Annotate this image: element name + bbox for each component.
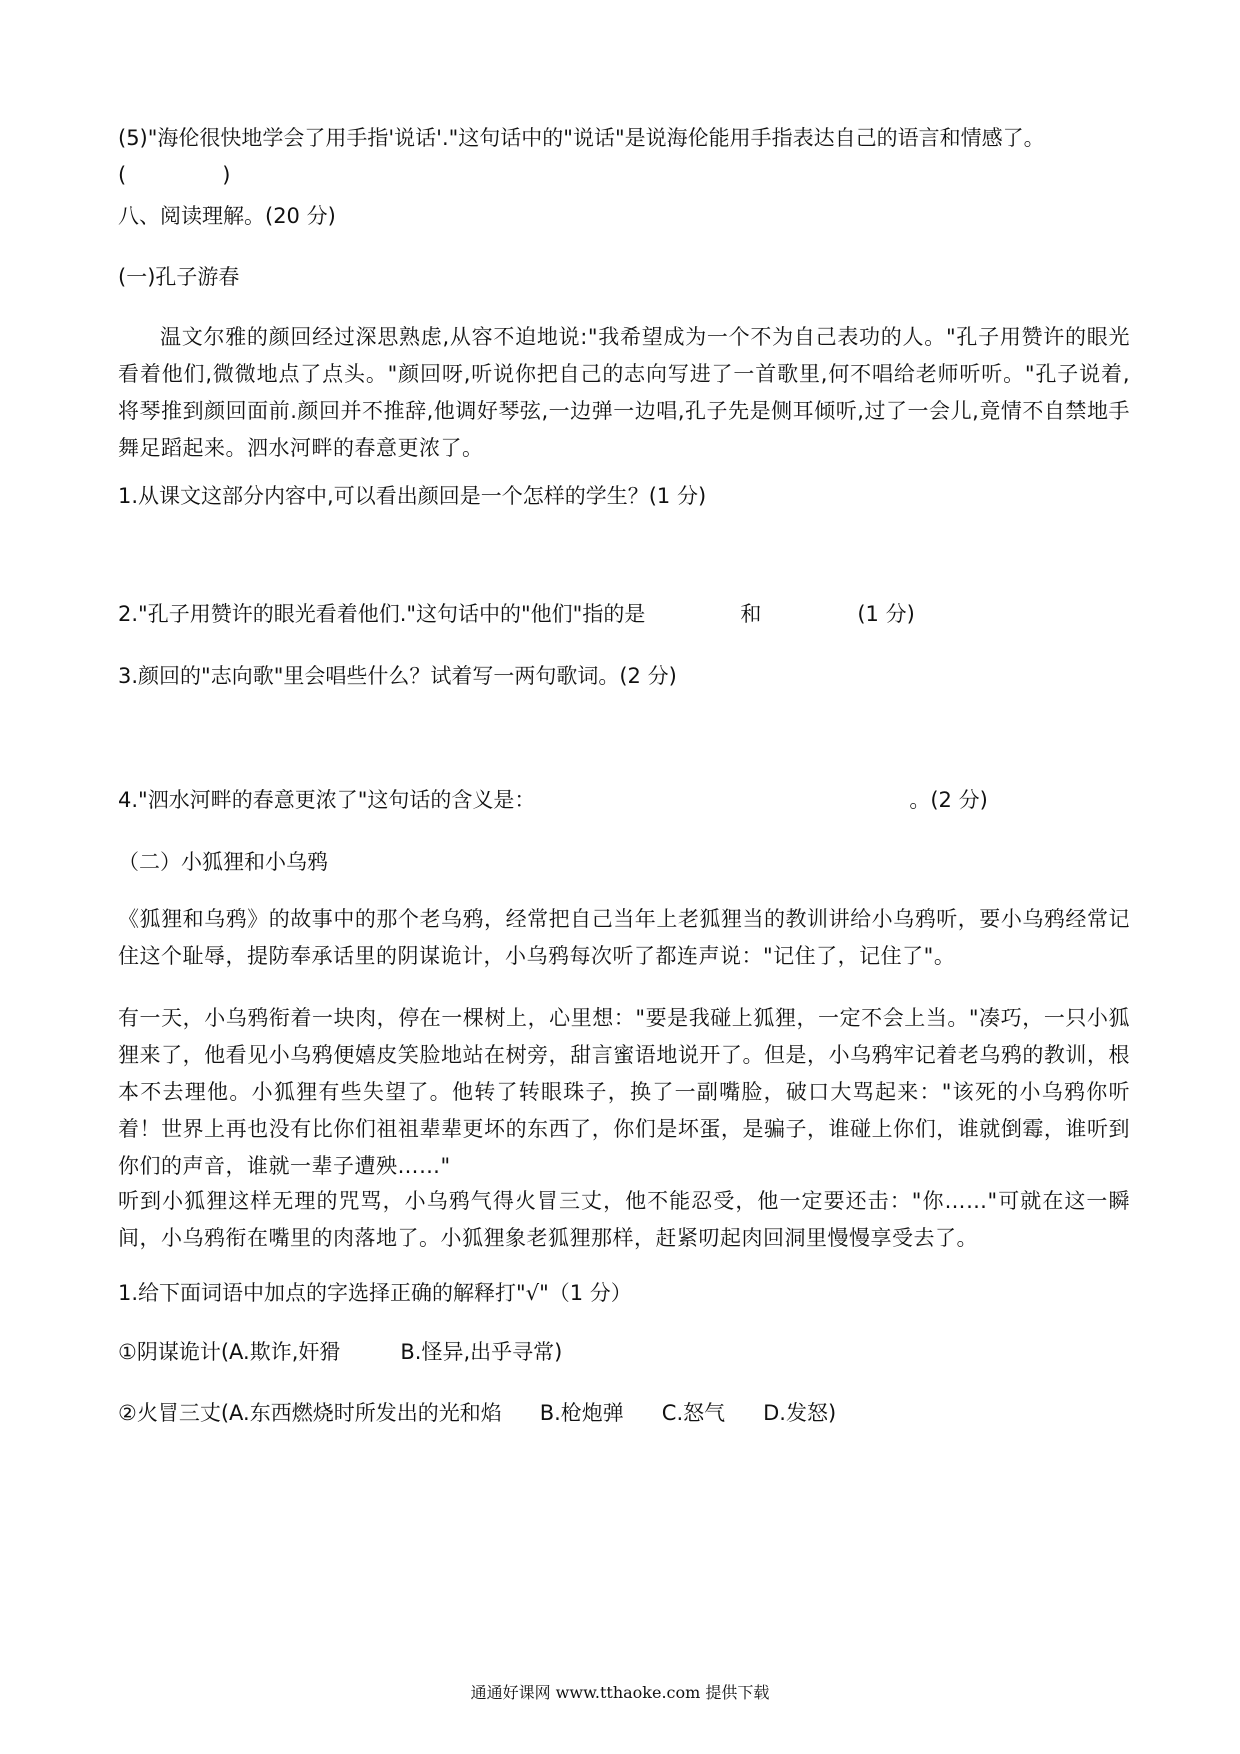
- question-5-text: (5)"海伦很快地学会了用手指'说话'."这句话中的"说话"是说海伦能用手指表达自己的语言和情感了。: [118, 126, 1045, 150]
- part-1-question-2-text: 2."孔子用赞许的眼光看着他们."这句话中的"他们"指的是: [118, 602, 646, 626]
- part-1-question-3: 3.颜回的"志向歌"里会唱些什么？试着写一两句歌词。(2 分): [118, 664, 677, 688]
- paren-close: ): [222, 163, 231, 187]
- part-2-paragraph-3: 听到小狐狸这样无理的咒骂，小乌鸦气得火冒三丈，他不能忍受，他一定要还击："你……"可就在这一瞬间，小乌鸦衔在嘴里的肉落地了。小狐狸象老狐狸那样，赶紧叨起肉回洞里慢慢享受去了。: [118, 1189, 1130, 1250]
- option-1-b: B.怪异,出乎寻常): [400, 1340, 563, 1364]
- part-1-passage: 温文尔雅的颜回经过深思熟虑,从容不迫地说:"我希望成为一个不为自己表功的人。"孔子用赞许的眼光看着他们,微微地点了点头。"颜回呀,听说你把自己的志向写进了一首歌里,何不唱给老师听听。"孔子说着,将琴推到颜回面前.颜回并不推辞,他调好琴弦,一边弹一边唱,孔子先是侧耳倾听,过了一会儿,竟情不自禁地手舞足蹈起来。泗水河畔的春意更浓了。: [118, 325, 1130, 460]
- part-2-question-1: 1.给下面词语中加点的字选择正确的解释打"√"（1 分）: [118, 1281, 632, 1305]
- paren-open: (: [118, 163, 127, 187]
- option-1-a: ①阴谋诡计(A.欺诈,奸猾: [118, 1340, 341, 1364]
- part-1-question-4: [118, 790, 988, 811]
- part-1-question-1: 1.从课文这部分内容中,可以看出颜回是一个怎样的学生？(1 分): [118, 484, 707, 508]
- option-2-b: B.枪炮弹: [539, 1401, 624, 1425]
- part-1-title: (一)孔子游春: [118, 265, 240, 289]
- part-1-question-2-score: (1 分): [857, 602, 915, 626]
- part-2-paragraph-2: 有一天，小乌鸦衔着一块肉，停在一棵树上，心里想："要是我碰上狐狸，一定不会上当。"凑巧，一只小狐狸来了，他看见小乌鸦便嬉皮笑脸地站在树旁，甜言蜜语地说开了。但是，小乌鸦牢记着老乌鸦的教训，根本不去理他。小狐狸有些失望了。他转了转眼珠子，换了一副嘴脸，破口大骂起来："该死的小乌鸦你听着！世界上再也没有比你们祖祖辈辈更坏的东西了，你们是坏蛋，是骗子，谁碰上你们，谁就倒霉，谁听到你们的声音，谁就一辈子遭殃……": [118, 1006, 1130, 1178]
- part-1-question-4-text: 4."泗水河畔的春意更浓了"这句话的含义是：: [118, 788, 536, 812]
- option-row-2: [118, 1403, 836, 1424]
- part-1-question-4-score: 。(2 分): [909, 788, 988, 812]
- option-2-c: C.怒气: [661, 1401, 726, 1425]
- option-2-a: ②火冒三丈(A.东西燃烧时所发出的光和焰: [118, 1401, 502, 1425]
- part-1-question-2-and: 和: [740, 602, 762, 626]
- part-2-paragraph-1: 《狐狸和乌鸦》的故事中的那个老乌鸦，经常把自己当年上老狐狸当的教训讲给小乌鸦听，要小乌鸦经常记住这个耻辱，提防奉承话里的阴谋诡计，小乌鸦每次听了都连声说："记住了，记住了"。: [118, 907, 1130, 968]
- part-1-question-2: [118, 604, 915, 625]
- section-8-heading: 八、阅读理解。(20 分): [118, 204, 336, 228]
- option-row-1: [118, 1342, 562, 1363]
- option-2-d: D.发怒): [763, 1401, 837, 1425]
- page-footer: 通通好课网 www.tthaoke.com 提供下载: [470, 1683, 770, 1702]
- part-2-title: （二）小狐狸和小乌鸦: [118, 850, 328, 874]
- answer-parentheses: [118, 165, 230, 186]
